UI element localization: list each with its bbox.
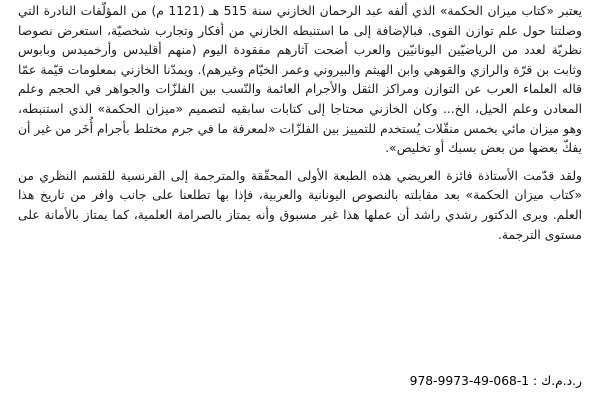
isbn-line: [410, 372, 582, 392]
paragraph-edition: ولقد قدّمت الأستاذة فائزة العريضي هذه الطبعة الأولى المحقّقة والمترجمة إلى الفرنسية للقسم النظري من «كتاب ميزان الحكمة» بعد مقابلته بالنصوص اليونانية والعربية، فإذا بها تطلعنا على جانب وافر من تاريخ هذا العلم. ويرى الدكتور رشدي راشد أن عملها هذا غير مسبوق وأنه يمتاز بالصرامة العلمية، كما يمتاز بالأمانة على مستوى الترجمة.: [18, 168, 582, 242]
isbn-label: ر.د.م.ك :: [533, 374, 582, 388]
isbn-number: 978-9973-49-068-1: [409, 374, 530, 388]
paragraph-intro: يعتبر «كتاب ميزان الحكمة» الذي ألفه عبد الرحمان الخازني سنة 515 هـ (1121 م) من المؤلّفات النادرة التي وصلتنا حول علم توازن القوى. فبالإضافة إلى ما استنبطه الخازني من أفكار وتجارب شخصيّة، استعرض نصوصا نظريّة لعدد من الرياضيّين اليونانيّين والعرب أضحت آثارهم مفقودة اليوم (منهم أقليدس وأرخميدس وبابوس وثابت بن قرّة والرازي والقوهي وابن الهيثم والبيروني وعمر الخيّام وغيرهم). ويمدّنا الخازني بمعلومات قيّمة عمّا قاله العلماء العرب عن التوازن ومراكز الثقل والأجرام العائمة والنّسب بين الفلزّات والجواهر في الحجم وعلم المعادن وعلم الحيل، الخ... وكان الخازني محتاجا إلى كتابات سابقيه لتصميم «ميزان الحكمة» الذي استنبطه، وهو ميزان مائي بخمس منقّلات يُستخدم للتمييز بين الفلزّات «لمعرفة ما في جرم مختلط بأجرام أُخَر من غير أن يفكّ بعضها من بعض بسبك أو تخليص».: [18, 4, 582, 156]
